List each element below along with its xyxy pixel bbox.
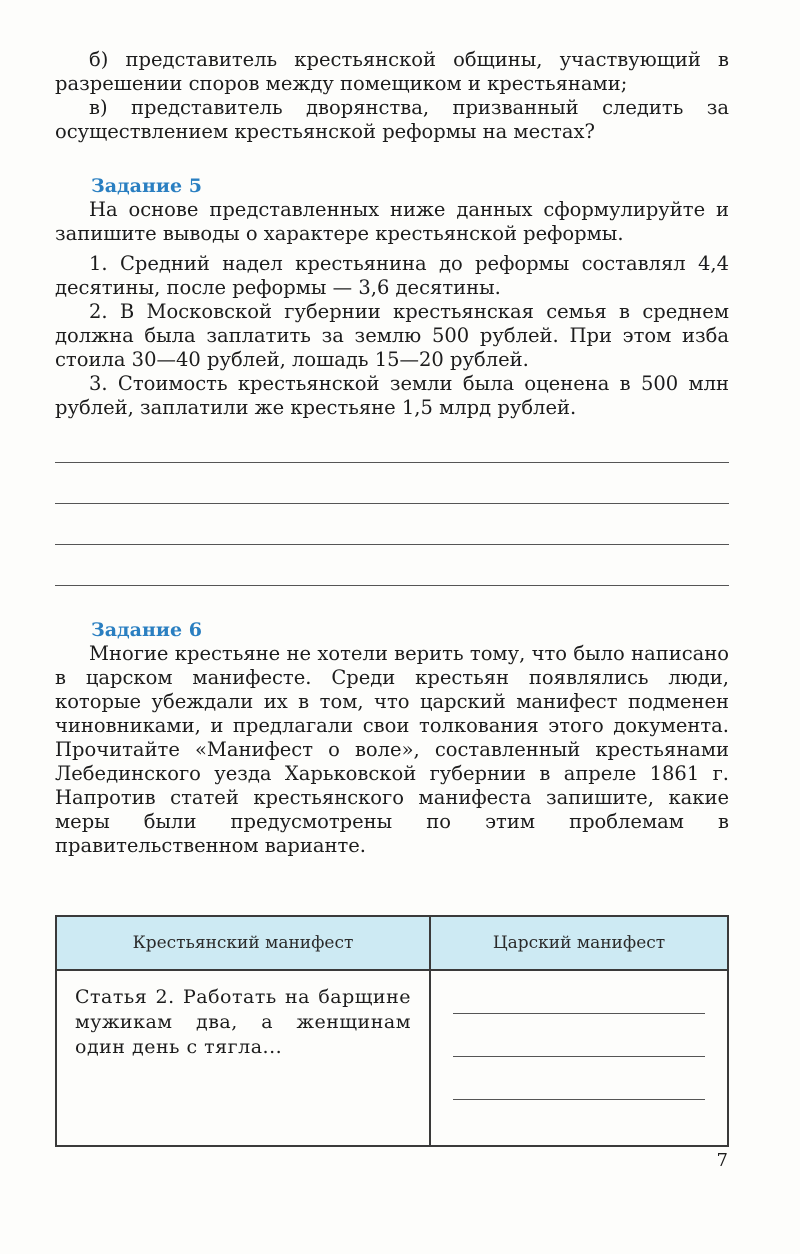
table-header-row — [56, 916, 728, 970]
answer-line-4[interactable] — [55, 545, 729, 586]
table-row — [56, 970, 728, 1146]
tsar-answer-cell — [430, 970, 728, 1146]
column-header-peasant: Крестьянский манифест — [56, 916, 430, 970]
question-item-v: в) представитель дворянства, призванный следить за осуществлением крестьянской реформы на местах? — [55, 96, 729, 143]
task6-text: Многие крестьяне не хотели верить тому, что было написано в царском манифесте. Среди крестьян появлялись люди, которые убеждали их в том, что царский манифест подменен чиновниками, и предлагали свои толкования этого документа. Прочитайте «Манифест о воле», составленный крестьянами Лебединского уезда Харьковской губернии в апреле 1861 г. Напротив статей крестьянского манифеста запишите, какие меры были предусмотрены по этим проблемам в правительственном варианте. — [55, 642, 729, 857]
table-answer-line-1[interactable] — [453, 971, 705, 1014]
task5-fact-1: 1. Средний надел крестьянина до реформы составлял 4,4 десятины, после реформы — 3,6 десятины. — [55, 252, 729, 299]
table-answer-line-3[interactable] — [453, 1057, 705, 1100]
column-header-tsar: Царский манифест — [430, 916, 728, 970]
task6-heading: Задание 6 — [91, 619, 202, 641]
answer-line-1[interactable] — [55, 422, 729, 463]
answer-line-2[interactable] — [55, 463, 729, 504]
question-item-b: б) представитель крестьянской общины, участвующий в разрешении споров между помещиком и крестьянами; — [55, 48, 729, 95]
page-content — [55, 48, 729, 858]
task5-instruction: На основе представленных ниже данных сформулируйте и запишите выводы о характере крестьянской реформы. — [55, 198, 729, 245]
manifest-comparison-table — [55, 915, 729, 1147]
page-number: 7 — [716, 1150, 728, 1171]
peasant-article-2: Статья 2. Работать на барщине мужикам два, а женщинам один день с тягла... — [56, 970, 430, 1146]
task5-heading: Задание 5 — [91, 175, 202, 197]
task5-fact-2: 2. В Московской губернии крестьянская семья в среднем должна была заплатить за землю 500 рублей. При этом изба стоила 30—40 рублей, лошадь 15—20 рублей. — [55, 300, 729, 371]
task5-fact-3: 3. Стоимость крестьянской земли была оценена в 500 млн рублей, заплатили же крестьяне 1,5 млрд рублей. — [55, 372, 729, 419]
answer-line-3[interactable] — [55, 504, 729, 545]
table-answer-line-2[interactable] — [453, 1014, 705, 1057]
